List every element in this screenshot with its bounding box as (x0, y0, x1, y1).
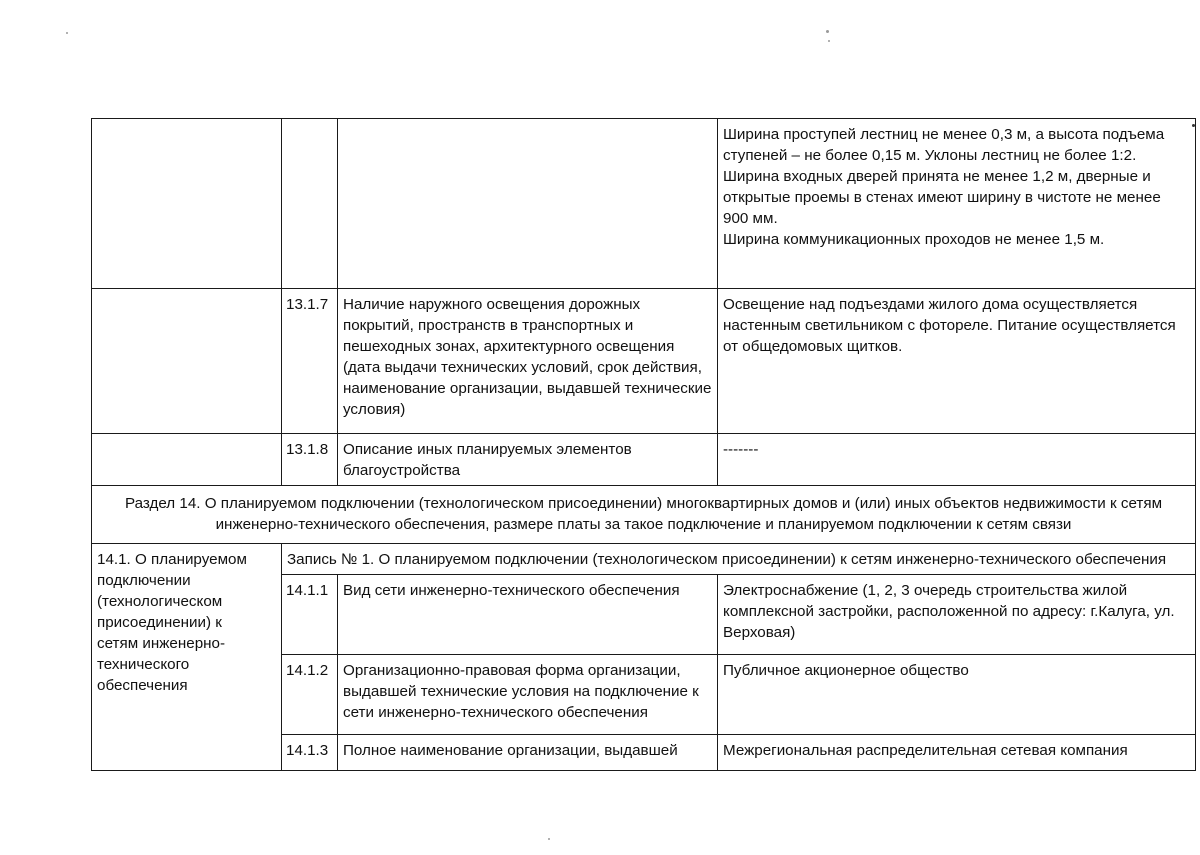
row-value-cell: Освещение над подъездами жилого дома осуществляется настенным светильником с фотореле. Питание осуществляется от общедомовых щитков. (718, 289, 1196, 434)
table-row (92, 434, 1196, 486)
section-header-row (92, 486, 1196, 544)
row-value-cell: Электроснабжение (1, 2, 3 очередь строительства жилой комплексной застройки, расположенной по адресу: г.Калуга, ул. Верховая) (718, 575, 1196, 655)
row-label-cell: Вид сети инженерно-технического обеспечения (338, 575, 718, 655)
row-number-cell: 14.1.1 (282, 575, 338, 655)
row-value-cell (718, 119, 1196, 289)
section-cell-empty (92, 434, 282, 486)
row-label-cell: Описание иных планируемых элементов благоустройства (338, 434, 718, 486)
section-cell-empty (92, 289, 282, 434)
row-label-cell (338, 119, 718, 289)
row-label-cell: Наличие наружного освещения дорожных покрытий, пространств в транспортных и пешеходных зонах, архитектурного освещения (дата выдачи технических условий, срок действия, наименование организации, выдавшей технические условия) (338, 289, 718, 434)
row-number-cell (282, 119, 338, 289)
group-14-1-title: 14.1. О планируемом подключении (технологическом присоединении) к сетям инженерно-технического обеспечения (92, 544, 282, 771)
value-line-passages: Ширина коммуникационных проходов не менее 1,5 м. (723, 231, 1105, 248)
scan-speck (826, 30, 829, 33)
value-line-stairs: Ширина проступей лестниц не менее 0,3 м, а высота подъема ступеней – не более 0,15 м. Уклоны лестниц не более 1:2. (723, 126, 1165, 164)
row-label-cell: Организационно-правовая форма организации, выдавшей технические условия на подключение к сети инженерно-технического обеспечения (338, 655, 718, 735)
row-number-cell: 14.1.3 (282, 735, 338, 771)
row-value-cell: Межрегиональная распределительная сетевая компания (718, 735, 1196, 771)
record-title-row (92, 544, 1196, 575)
scan-speck (828, 40, 830, 42)
row-number-cell: 14.1.2 (282, 655, 338, 735)
table-row (92, 119, 1196, 289)
row-label-cell: Полное наименование организации, выдавшей (338, 735, 718, 771)
table-row (92, 289, 1196, 434)
row-number-cell: 13.1.7 (282, 289, 338, 434)
scan-speck (548, 838, 550, 840)
project-declaration-table (91, 118, 1196, 771)
value-line-doors: Ширина входных дверей принята не менее 1,2 м, дверные и открытые проемы в стенах имеют ширину в чистоте не менее 900 мм. (723, 168, 1161, 227)
scan-speck (66, 32, 68, 34)
section-14-title: Раздел 14. О планируемом подключении (технологическом присоединении) многоквартирных домов и (или) иных объектов недвижимости к сетям инженерно-технического обеспечения, размере платы за такое подключение и планируемом подключении к сетям связи (92, 486, 1196, 544)
row-value-cell: Публичное акционерное общество (718, 655, 1196, 735)
section-cell-empty (92, 119, 282, 289)
row-number-cell: 13.1.8 (282, 434, 338, 486)
row-value-cell: ------- (718, 434, 1196, 486)
record-1-title: Запись № 1. О планируемом подключении (технологическом присоединении) к сетям инженерно-технического обеспечения (282, 544, 1196, 575)
